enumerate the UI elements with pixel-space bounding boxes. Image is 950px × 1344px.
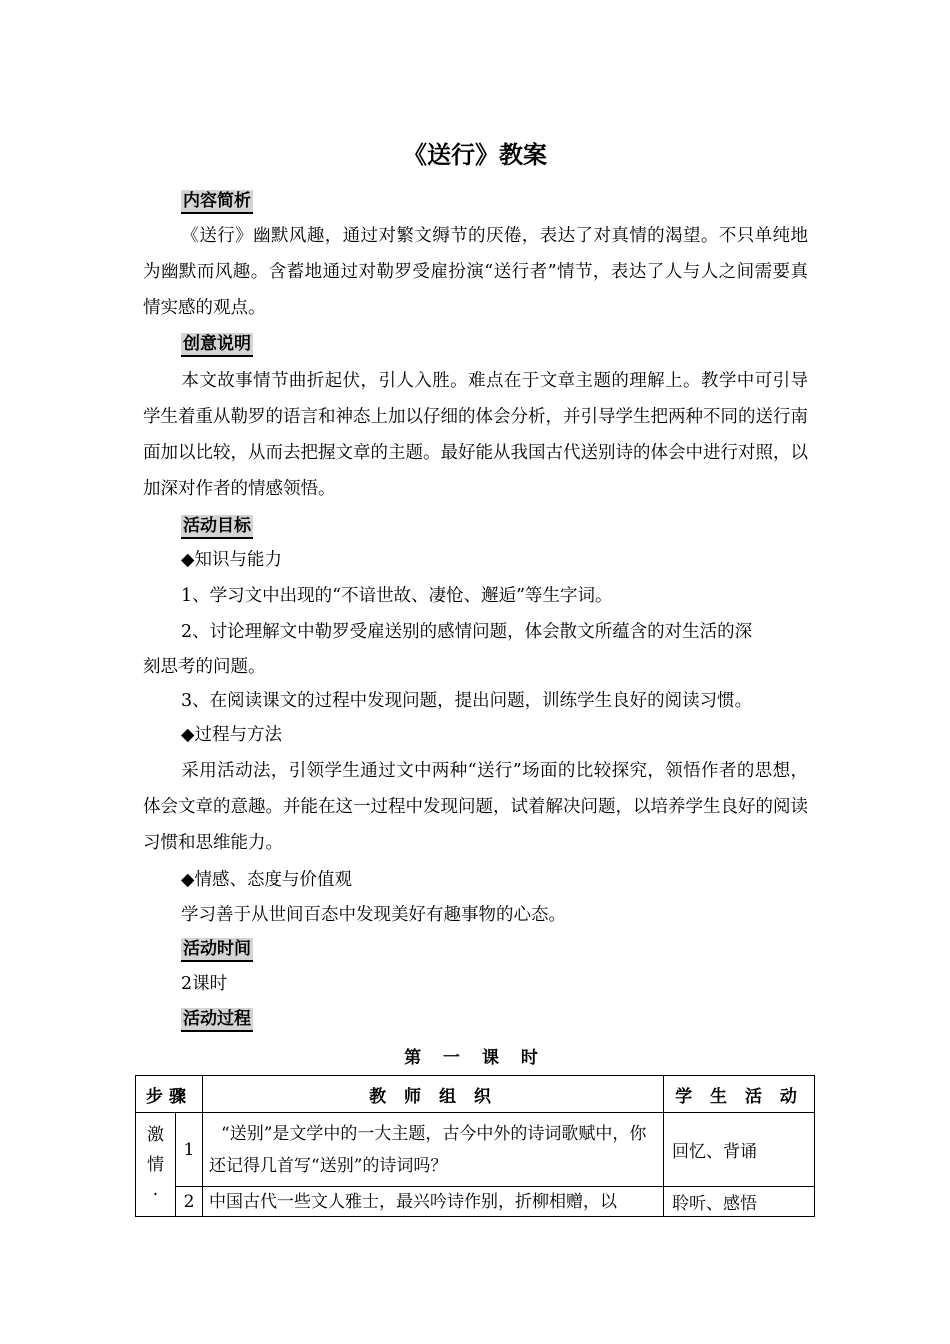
section-heading-creative-notes: 创意说明	[181, 333, 253, 357]
time-value: 2课时	[181, 974, 228, 994]
content-analysis-paragraph	[143, 218, 808, 326]
header-step: 步骤	[136, 1076, 203, 1113]
document-title: 《送行》教案	[403, 141, 547, 169]
section-heading-goals: 活动目标	[181, 515, 253, 539]
teacher-organization-text: “送别”是文学中的一大主题，古今中外的诗词歌赋中，你还记得几首写“送别”的诗词吗？	[209, 1123, 647, 1176]
goal-process-text: 采用活动法，引领学生通过文中两种“送行”场面的比较探究，领悟作者的思想，体会文章的意趣。并能在这一过程中发现问题，试着解决问题，以培养学生良好的阅读习惯和思维能力。	[143, 761, 808, 853]
goal-emotion-label: ◆情感、态度与价值观	[181, 870, 352, 890]
goal-process-paragraph	[143, 753, 808, 861]
section-heading-content-analysis: 内容简析	[181, 190, 253, 214]
creative-notes-paragraph	[143, 363, 808, 507]
table-row	[136, 1187, 815, 1217]
goal-item-1: 1、学习文中出现的“不谙世故、凄怆、邂逅”等生字词。	[181, 586, 613, 606]
student-activity-cell: 回忆、背诵	[664, 1113, 815, 1187]
content-analysis-text: 《送行》幽默风趣，通过对繁文缛节的厌倦，表达了对真情的渴望。不只单纯地为幽默而风趣。含蓄地通过对勒罗受雇扮演“送行者”情节，表达了人与人之间需要真情实感的观点。	[143, 226, 808, 318]
creative-notes-text: 本文故事情节曲折起伏，引人入胜。难点在于文章主题的理解上。教学中可引导学生着重从勒罗的语言和神态上加以仔细的体会分析，并引导学生把两种不同的送行南面加以比较，从而去把握文章的主题。最好能从我国古代送别诗的体会中进行对照，以加深对作者的情感领悟。	[143, 371, 808, 499]
lesson-plan-table	[135, 1075, 815, 1217]
header-teacher: 教 师 组 织	[203, 1076, 664, 1113]
table-row	[136, 1113, 815, 1187]
teacher-organization-cell: 中国古代一些文人雅士，最兴吟诗作别，折柳相赠，以	[203, 1187, 664, 1217]
section-heading-time: 活动时间	[181, 938, 253, 962]
goal-item-2-line-1: 2、讨论理解文中勒罗受雇送别的感情问题，体会散文所蕴含的对生活的深	[181, 622, 753, 642]
teacher-organization-cell	[203, 1113, 664, 1187]
table-header-row	[136, 1076, 815, 1113]
row-number: 1	[175, 1113, 202, 1187]
student-activity-cell: 聆听、感悟	[664, 1187, 815, 1217]
header-student: 学 生 活 动	[664, 1076, 815, 1113]
lesson-subheading: 第 一 课 时	[404, 1048, 546, 1068]
step-name-cell	[136, 1113, 176, 1217]
row-number: 2	[175, 1187, 202, 1217]
section-heading-process: 活动过程	[181, 1008, 253, 1032]
goal-knowledge-label: ◆知识与能力	[181, 550, 282, 570]
goal-process-label: ◆过程与方法	[181, 725, 282, 745]
goal-item-2-line-2: 刻思考的问题。	[143, 657, 266, 677]
goal-item-3: 3、在阅读课文的过程中发现问题，提出问题，训练学生良好的阅读习惯。	[181, 691, 753, 711]
goal-emotion-text: 学习善于从世间百态中发现美好有趣事物的心态。	[181, 905, 566, 925]
step-name: 激情·	[146, 1124, 164, 1205]
